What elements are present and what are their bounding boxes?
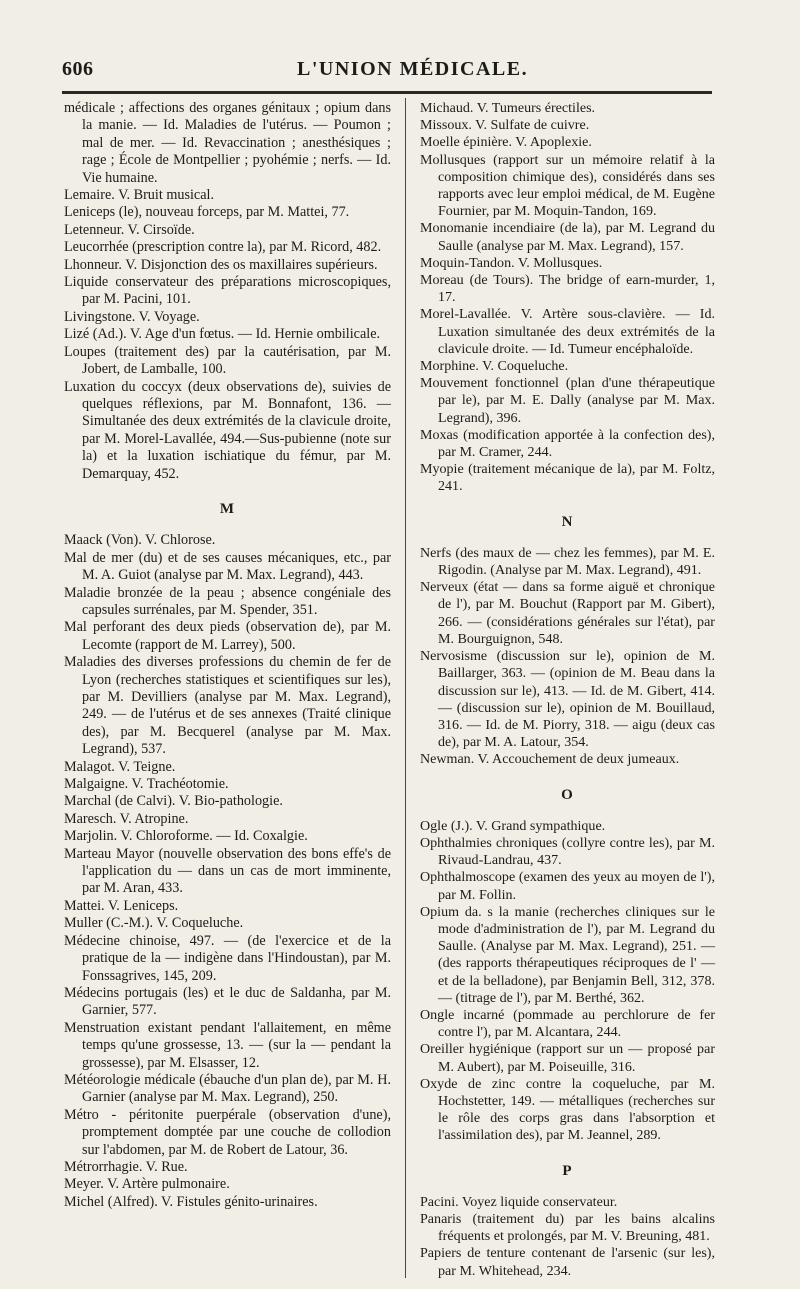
index-entry: Ongle incarné (pommade au perchlorure de fer contre l'), par M. Alcantara, 244. [420, 1006, 715, 1041]
index-entry: Pacini. Voyez liquide conservateur. [420, 1193, 618, 1210]
index-entry: Lizé (Ad.). V. Age d'un fœtus. — Id. Hernie ombilicale. [64, 326, 381, 343]
index-entry: Ogle (J.). V. Grand sympathique. [420, 817, 606, 834]
index-entry: Letenneur. V. Cirsoïde. [64, 221, 195, 238]
index-entry: Michel (Alfred). V. Fistules génito-urinaires. [64, 1193, 318, 1210]
index-entry: Menstruation existant pendant l'allaitement, en même temps qu'une grossesse, 13. — (sur la — pendant la grossesse), par M. Elsasser, 12. [64, 1019, 391, 1071]
index-entry: Michaud. V. Tumeurs érectiles. [420, 100, 596, 116]
index-entry: Loupes (traitement des) par la cautérisation, par M. Jobert, de Lamballe, 100. [64, 343, 391, 378]
index-entry: Missoux. V. Sulfate de cuivre. [420, 117, 590, 134]
index-entry: Luxation du coccyx (deux observations de), suivies de quelques réflexions, par M. Bonnafont, 136. — Simultanée des deux extrémités de la clavicule droite, par M. Morel-Lavallée, 494.—Sus-pubienne (note sur la) et la luxation ischiatique du fémur, par M. Demarquay, 452. [64, 378, 391, 482]
index-entry: Opium da. s la manie (recherches cliniques sur le mode d'administration de l'), par M. Legrand du Saulle. (Analyse par M. Max. Legrand), 251. — (des rapports thérapeutiques réciproques de l' — et de la belladone), par Benjamin Bell, 312, 378. — (titrage de l'), par M. Berthé, 362. [420, 903, 715, 1006]
index-entry: Moxas (modification apportée à la confection des), par M. Cramer, 244. [420, 426, 715, 461]
index-entry: Ophthalmoscope (examen des yeux au moyen de l'), par M. Follin. [420, 869, 715, 903]
index-entry: Moreau (de Tours). The bridge of earn-murder, 1, 17. [420, 272, 715, 306]
index-entry: Métrorrhagie. V. Rue. [64, 1158, 188, 1175]
header-rule [62, 91, 712, 94]
index-entry: Maresch. V. Atropine. [64, 810, 189, 827]
index-entry: Lhonneur. V. Disjonction des os maxillaires supérieurs. [64, 256, 378, 273]
index-entry: Leniceps (le), nouveau forceps, par M. Mattei, 77. [64, 204, 350, 221]
index-entry: Leucorrhée (prescription contre la), par M. Ricord, 482. [64, 239, 382, 256]
running-title: L'UNION MÉDICALE. [297, 58, 529, 80]
index-entry: Muller (C.-M.). V. Coqueluche. [64, 915, 244, 932]
index-entry: Malagot. V. Teigne. [64, 758, 176, 775]
index-entry: Nervosisme (discussion sur le), opinion de M. Baillarger, 363. — (opinion de M. Beau dans la discussion sur le), 413. — Id. de M. Gibert, 414. — (discussion sur le), opinion de M. Bouillaud, 316. — Id. de M. Piorry, 318. — aigu (deux cas de), par M. A. Latour, 354. [420, 648, 715, 751]
section-letter-m: M [219, 500, 236, 517]
index-entry: Monomanie incendiaire (de la), par M. Legrand du Saulle (analyse par M. Max. Legrand), 157. [420, 220, 715, 254]
index-entry: Oxyde de zinc contre la coqueluche, par M. Hochstetter, 149. — métalliques (recherches sur le rôle des corps gras dans l'absorption et l'assimilation des), par M. Jeannel, 289. [420, 1075, 715, 1144]
index-entry: Papiers de tenture contenant de l'arsenic (sur les), par M. Whitehead, 234. [420, 1245, 715, 1279]
index-entry: Liquide conservateur des préparations microscopiques, par M. Pacini, 101. [64, 274, 391, 308]
index-entry: Lemaire. V. Bruit musical. [64, 187, 214, 204]
index-entry: Ophthalmies chroniques (collyre contre les), par M. Rivaud-Landrau, 437. [420, 834, 715, 869]
index-entry: Médecins portugais (les) et le duc de Saldanha, par M. Garnier, 577. [64, 984, 391, 1019]
right-column [420, 100, 715, 1280]
index-entry: Morel-Lavallée. V. Artère sous-clavière. — Id. Luxation simultanée des deux extrémités de la clavicule droite. — Id. Tumeur encéphaloïde. [420, 306, 715, 357]
index-entry: Marchal (de Calvi). V. Bio-pathologie. [64, 793, 283, 810]
index-entry: Maladies des diverses professions du chemin de fer de Lyon (recherches statistiques et scientifiques sur les), par M. Devilliers (analyse par M. Max. Legrand), 249. — de l'utérus et de ses annexes (Traité clinique des), par M. Becquerel (analyse par M. Max. Legrand), 537. [64, 654, 391, 758]
page-header [62, 58, 712, 88]
index-entry: Mattei. V. Leniceps. [64, 897, 179, 914]
index-entry: Nerveux (état — dans sa forme aiguë et chronique de l'), par M. Bouchut (Rapport par M. Gibert), 266. — (considérations générales sur l'état), par M. Bourguignon, 548. [420, 579, 715, 647]
index-entry: Livingstone. V. Voyage. [64, 308, 200, 325]
index-entry: Maack (Von). V. Chlorose. [64, 532, 216, 549]
index-entry: Maladie bronzée de la peau ; absence congéniale des capsules surrénales, par M. Spender, 351. [64, 584, 391, 618]
index-entry: Moelle épinière. V. Apoplexie. [420, 134, 592, 151]
left-column [64, 100, 391, 1211]
index-entry: Marteau Mayor (nouvelle observation des bons effe's de l'application du — dans un cas de mort imminente, par M. Aran, 433. [64, 845, 391, 897]
index-entry: Panaris (traitement du) par les bains alcalins fréquents et prolongés, par M. V. Breuning, 481. [420, 1210, 715, 1245]
index-entry: médicale ; affections des organes génitaux ; opium dans la manie. — Id. Maladies de l'utérus. — Poumon ; mal de mer. — Id. Revaccination ; anesthésiques ; rage ; École de Montpellier ; pyohémie ; nerfs. — Id. Vie humaine. [64, 100, 391, 186]
index-entry: Marjolin. V. Chloroforme. — Id. Coxalgie. [64, 828, 308, 845]
section-letter-p: P [562, 1162, 573, 1179]
index-entry: Malgaigne. V. Trachéotomie. [64, 776, 229, 793]
index-entry: Mouvement fonctionnel (plan d'une thérapeutique par le), par M. E. Dally (analyse par M. Max. Legrand), 396. [420, 375, 715, 426]
index-entry: Mal de mer (du) et de ses causes mécaniques, etc., par M. A. Guiot (analyse par M. Max. Legrand), 443. [64, 549, 391, 584]
index-entry: Morphine. V. Coqueluche. [420, 358, 569, 375]
index-entry: Métro - péritonite puerpérale (observation d'une), promptement domptée par une couche de collodion sur l'abdomen, par M. de Robert de Latour, 36. [64, 1106, 391, 1158]
index-entry: Mal perforant des deux pieds (observation de), par M. Lecomte (rapport de M. Larrey), 500. [64, 619, 391, 653]
index-entry: Médecine chinoise, 497. — (de l'exercice et de la pratique de la — indigène dans l'Hindoustan), par M. Fonssagrives, 145, 209. [64, 932, 391, 984]
index-entry: Météorologie médicale (ébauche d'un plan de), par M. H. Garnier (analyse par M. Max. Legrand), 250. [64, 1071, 391, 1106]
index-entry: Moquin-Tandon. V. Mollusques. [420, 254, 603, 271]
page-number: 606 [62, 58, 94, 80]
section-letter-o: O [561, 786, 574, 803]
index-entry: Oreiller hygiénique (rapport sur un — proposé par M. Aubert), par M. Poiseuille, 316. [420, 1041, 715, 1075]
index-entry: Newman. V. Accouchement de deux jumeaux. [420, 751, 680, 768]
column-divider [405, 98, 406, 1278]
section-letter-n: N [561, 513, 574, 530]
index-entry: Myopie (traitement mécanique de la), par M. Foltz, 241. [420, 461, 715, 495]
index-entry: Meyer. V. Artère pulmonaire. [64, 1176, 230, 1193]
index-entry: Nerfs (des maux de — chez les femmes), par M. E. Rigodin. (Analyse par M. Max. Legrand), 491. [420, 544, 715, 579]
index-entry: Mollusques (rapport sur un mémoire relatif à la composition chimique des), considérés dans ses rapports avec leur emploi médical, de M. Eugène Fournier, par M. Moquin-Tandon, 169. [420, 151, 715, 220]
